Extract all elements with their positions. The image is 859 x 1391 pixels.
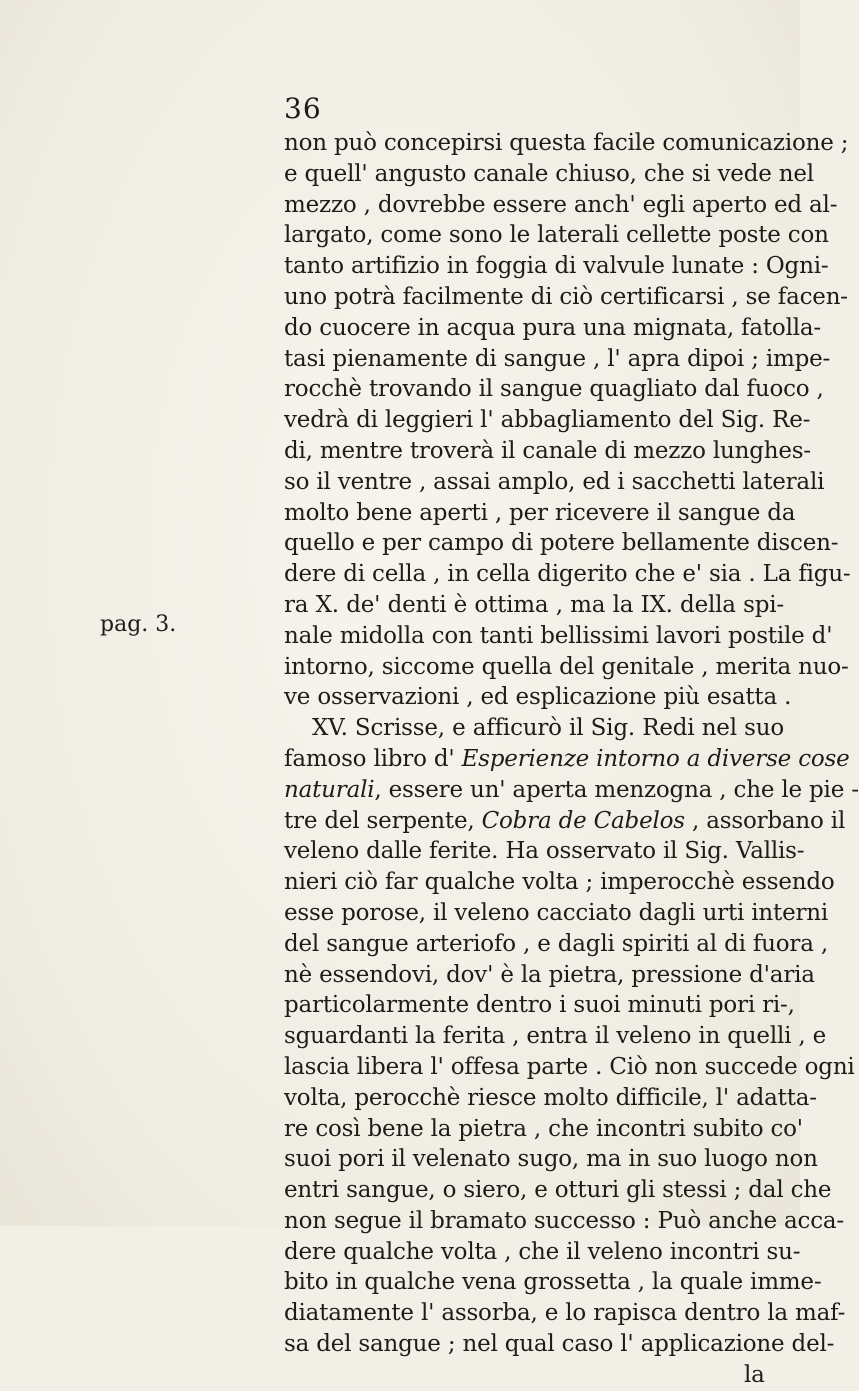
text-line-paragraph-start: XV. Scrisse, e afficurò il Sig. Redi nel suo: [312, 715, 784, 742]
text-line: famoso libro d' Esperienze intorno a diverse cose: [284, 745, 850, 772]
text-line: dere di cella , in cella digerito che e' sia . La figu-: [284, 561, 851, 588]
text-line: naturali, essere un' aperta menzogna , che le pie -: [284, 776, 859, 803]
text-line: rocchè trovando il sangue quagliato dal fuoco ,: [284, 376, 824, 403]
text-line: nale midolla con tanti bellissimi lavori postile d': [284, 622, 833, 649]
italic-title: naturali: [284, 776, 375, 803]
text-line: dere qualche volta , che il veleno incontri su-: [284, 1238, 801, 1265]
text-line: ra X. de' denti è ottima , ma la IX. della spi-: [284, 591, 784, 618]
body-text: [284, 128, 859, 1391]
text-line: di, mentre troverà il canale di mezzo lunghes-: [284, 437, 811, 464]
text-line: intorno, siccome quella del genitale , merita nuo-: [284, 653, 849, 680]
text-line: veleno dalle ferite. Ha osservato il Sig. Vallis-: [284, 838, 805, 865]
text-line: e quell' angusto canale chiuso, che si vede nel: [284, 160, 814, 187]
text-line: so il ventre , assai amplo, ed i sacchetti laterali: [284, 468, 825, 495]
page-number: 36: [284, 92, 322, 125]
text-line: tanto artifizio in foggia di valvule lunate : Ogni-: [284, 253, 829, 280]
text-line: ve osservazioni , ed esplicazione più esatta .: [284, 684, 792, 711]
text-line: mezzo , dovrebbe essere anch' egli aperto ed al-: [284, 191, 838, 218]
text-line: uno potrà facilmente di ciò certificarsi , se facen-: [284, 283, 848, 310]
text-line: esse porose, il veleno cacciato dagli urti interni: [284, 899, 829, 926]
text-line: nè essendovi, dov' è la pietra, pressione d'aria: [284, 961, 815, 988]
text-line: tre del serpente, Cobra de Cabelos , assorbano il: [284, 807, 846, 834]
text-line: tasi pienamente di sangue , l' apra dipoi ; impe-: [284, 345, 831, 372]
text-line: do cuocere in acqua pura una mignata, fatolla-: [284, 314, 821, 341]
text-line: bito in qualche vena grossetta , la quale imme-: [284, 1269, 822, 1296]
text-line: non può concepirsi questa facile comunicazione ;: [284, 130, 849, 156]
text-line: lascia libera l' offesa parte . Ciò non succede ogni: [284, 1053, 855, 1080]
text-line: sguardanti la ferita , entra il veleno in quelli , e: [284, 1023, 827, 1050]
margin-page-reference: pag. 3.: [100, 612, 177, 637]
text-line: quello e per campo di potere bellamente discen-: [284, 530, 839, 557]
text-line: volta, perocchè riesce molto difficile, l' adatta-: [284, 1084, 817, 1111]
text-line: sa del sangue ; nel qual caso l' applicazione del-: [284, 1331, 835, 1358]
italic-title: Cobra de Cabelos: [481, 807, 685, 834]
text-line: suoi pori il velenato sugo, ma in suo luogo non: [284, 1146, 818, 1173]
text-line: non segue il bramato successo : Può anche acca-: [284, 1207, 844, 1234]
text-line: diatamente l' assorba, e lo rapisca dentro la maf-: [284, 1300, 846, 1327]
text-line: re così bene la pietra , che incontri subito co': [284, 1115, 803, 1142]
text-line: vedrà di leggieri l' abbagliamento del Sig. Re-: [284, 407, 811, 434]
text-line: del sangue arteriofo , e dagli spiriti al di fuora ,: [284, 930, 828, 957]
catchword: la: [744, 1361, 765, 1388]
text-line: largato, come sono le laterali cellette poste con: [284, 222, 829, 249]
text-line: particolarmente dentro i suoi minuti pori ri-,: [284, 992, 795, 1019]
text-line: entri sangue, o siero, e otturi gli stessi ; dal che: [284, 1177, 832, 1204]
italic-title: Esperienze intorno a diverse cose: [461, 745, 850, 772]
text-line: nieri ciò far qualche volta ; imperocchè essendo: [284, 869, 835, 896]
text-line: molto bene aperti , per ricevere il sangue da: [284, 499, 796, 526]
